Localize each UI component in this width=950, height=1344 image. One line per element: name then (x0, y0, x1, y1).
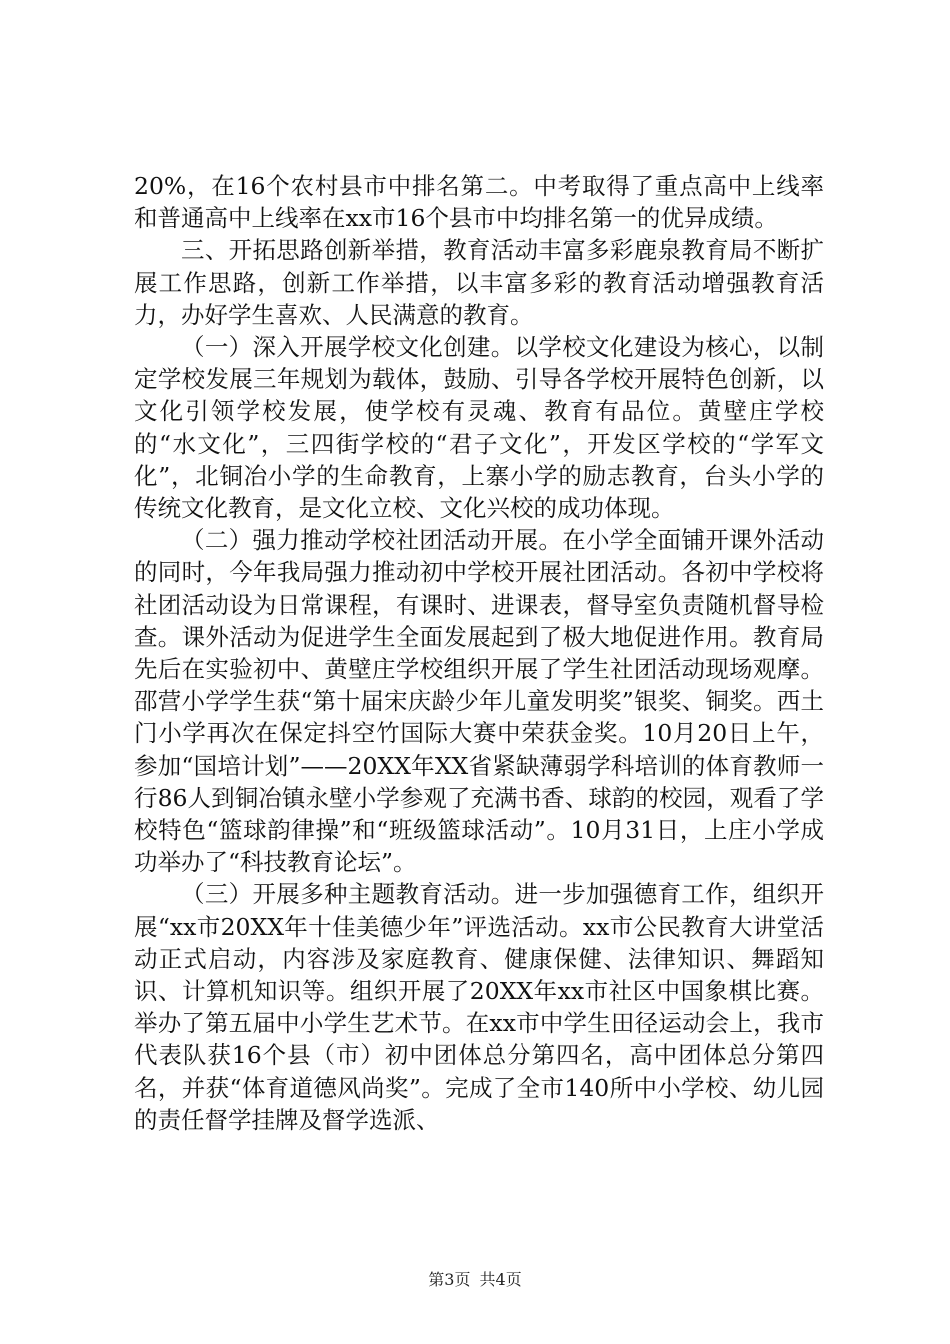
paragraph-5: （三）开展多种主题教育活动。进一步加强德育工作，组织开展“xx市20XX年十佳美德少年”评选活动。xx市公民教育大讲堂活动正式启动，内容涉及家庭教育、健康保健、法律知识、舞蹈知识、计算机知识等。组织开展了20XX年xx市社区中国象棋比赛。举办了第五届中小学生艺术节。在xx市中学生田径运动会上，我市代表队获16个县（市）初中团体总分第四名，高中团体总分第四名，并获“体育道德风尚奖”。完成了全市140所中小学校、幼儿园的责任督学挂牌及督学选派、 (134, 880, 824, 1134)
document-body (134, 170, 824, 1136)
page-number: 第3页 (428, 1270, 471, 1289)
paragraph-1: 20%，在16个农村县市中排名第二。中考取得了重点高中上线率和普通高中上线率在xx市16个县市中均排名第一的优异成绩。 (134, 172, 824, 233)
paragraph-3: （一）深入开展学校文化创建。以学校文化建设为核心，以制定学校发展三年规划为载体，鼓励、引导各学校开展特色创新，以文化引领学校发展，使学校有灵魂、教育有品位。黄壁庄学校的“水文化”，三四街学校的“君子文化”，开发区学校的“学军文化”，北铜冶小学的生命教育，上寨小学的励志教育，台头小学的传统文化教育，是文化立校、文化兴校的成功体现。 (134, 333, 824, 523)
page-footer (0, 1270, 950, 1290)
page-total: 共4页 (479, 1270, 522, 1289)
paragraph-2: 三、开拓思路创新举措，教育活动丰富多彩鹿泉教育局不断扩展工作思路，创新工作举措，以丰富多彩的教育活动增强教育活力，办好学生喜欢、人民满意的教育。 (134, 236, 824, 329)
paragraph-4: （二）强力推动学校社团活动开展。在小学全面铺开课外活动的同时，今年我局强力推动初中学校开展社团活动。各初中学校将社团活动设为日常课程，有课时、进课表，督导室负责随机督导检查。课外活动为促进学生全面发展起到了极大地促进作用。教育局先后在实验初中、黄壁庄学校组织开展了学生社团活动现场观摩。邵营小学学生获“第十届宋庆龄少年儿童发明奖”银奖、铜奖。西土门小学再次在保定抖空竹国际大赛中荣获金奖。10月20日上午，参加“国培计划”——20XX年XX省紧缺薄弱学科培训的体育教师一行86人到铜冶镇永壁小学参观了充满书香、球韵的校园，观看了学校特色“篮球韵律操”和“班级篮球活动”。10月31日，上庄小学成功举办了“科技教育论坛”。 (134, 526, 824, 877)
